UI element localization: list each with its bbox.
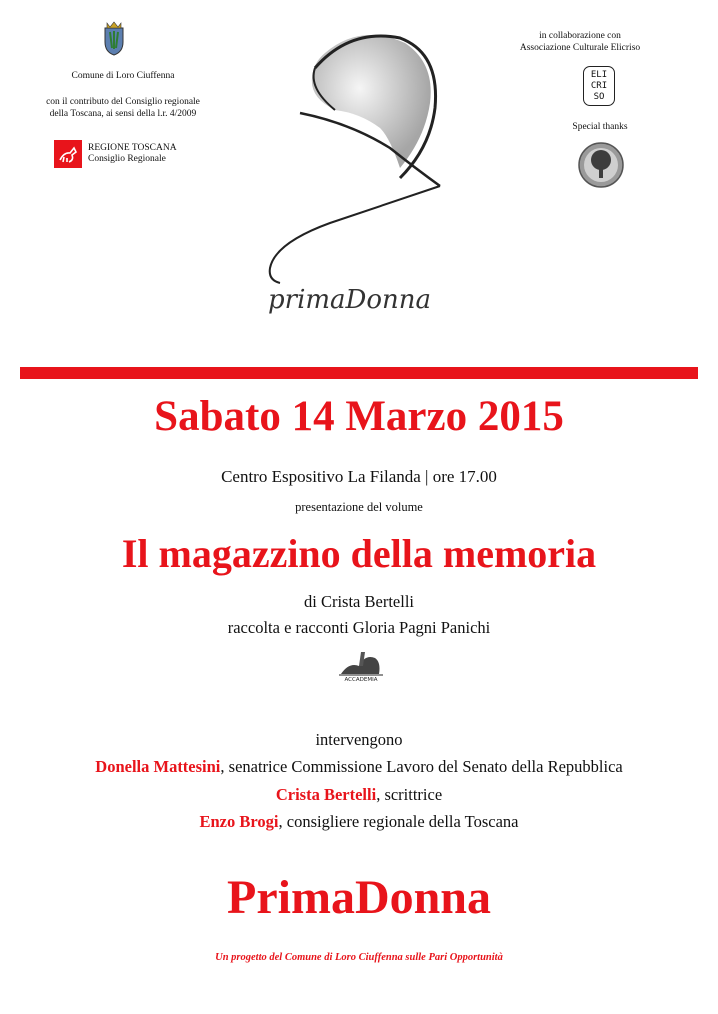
red-divider-band — [20, 367, 698, 379]
emblem-signature: primaDonna — [268, 285, 432, 315]
region-name: REGIONE TOSCANA — [88, 143, 177, 153]
primadonna-emblem — [240, 18, 470, 338]
speaker-name: Donella Mattesini — [95, 757, 221, 776]
contribution-line-1: con il contributo del Consiglio regionale — [46, 97, 200, 107]
author-line: di Crista Bertelli — [304, 592, 414, 611]
tree-logo-icon — [575, 142, 627, 188]
project-tagline: Un progetto del Comune di Loro Ciuffenna sulle Pari Opportunità — [215, 952, 503, 963]
speakers-heading: intervengono — [315, 730, 403, 749]
speaker-role: , consigliere regionale della Toscana — [278, 812, 519, 831]
regione-toscana-pegasus-icon — [54, 140, 82, 168]
speaker-role: , senatrice Commissione Lavoro del Senato della Repubblica — [220, 757, 623, 776]
presentation-label: presentazione del volume — [295, 500, 423, 514]
contribution-line-2: della Toscana, ai sensi della l.r. 4/2009 — [49, 109, 197, 119]
right-header — [500, 30, 660, 54]
event-date: Sabato 14 Marzo 2015 — [154, 393, 564, 440]
publisher-logo-text: ACCADEMIA — [344, 677, 378, 683]
speaker-line — [0, 812, 718, 832]
special-thanks-label: Special thanks — [572, 122, 628, 132]
region-council: Consiglio Regionale — [88, 154, 166, 164]
municipality-crest-icon — [101, 20, 127, 56]
collection-line: raccolta e racconti Gloria Pagni Panichi — [227, 618, 491, 637]
speaker-name: Enzo Brogi — [199, 812, 279, 831]
left-header — [28, 70, 218, 120]
speaker-role: , scrittrice — [376, 785, 443, 804]
elicriso-logo-line-3: SO — [593, 92, 605, 102]
elicriso-logo-line-2: CRI — [590, 81, 608, 91]
speaker-name: Crista Bertelli — [275, 785, 377, 804]
accademia-publisher-logo — [335, 648, 387, 684]
book-title: Il magazzino della memoria — [121, 531, 597, 576]
event-venue-time: Centro Espositivo La Filanda | ore 17.00 — [221, 467, 497, 486]
municipality-name: Comune di Loro Ciuffenna — [71, 71, 175, 81]
collaboration-line-1: in collaborazione con — [539, 31, 621, 41]
speaker-line — [0, 785, 718, 805]
elicriso-logo-line-1: ELI — [590, 70, 608, 80]
regione-toscana-label — [88, 143, 177, 165]
collaboration-line-2: Associazione Culturale Elicriso — [519, 43, 641, 53]
primadonna-brand-title: PrimaDonna — [227, 871, 491, 924]
speaker-line — [0, 757, 718, 777]
elicriso-logo — [583, 66, 615, 106]
